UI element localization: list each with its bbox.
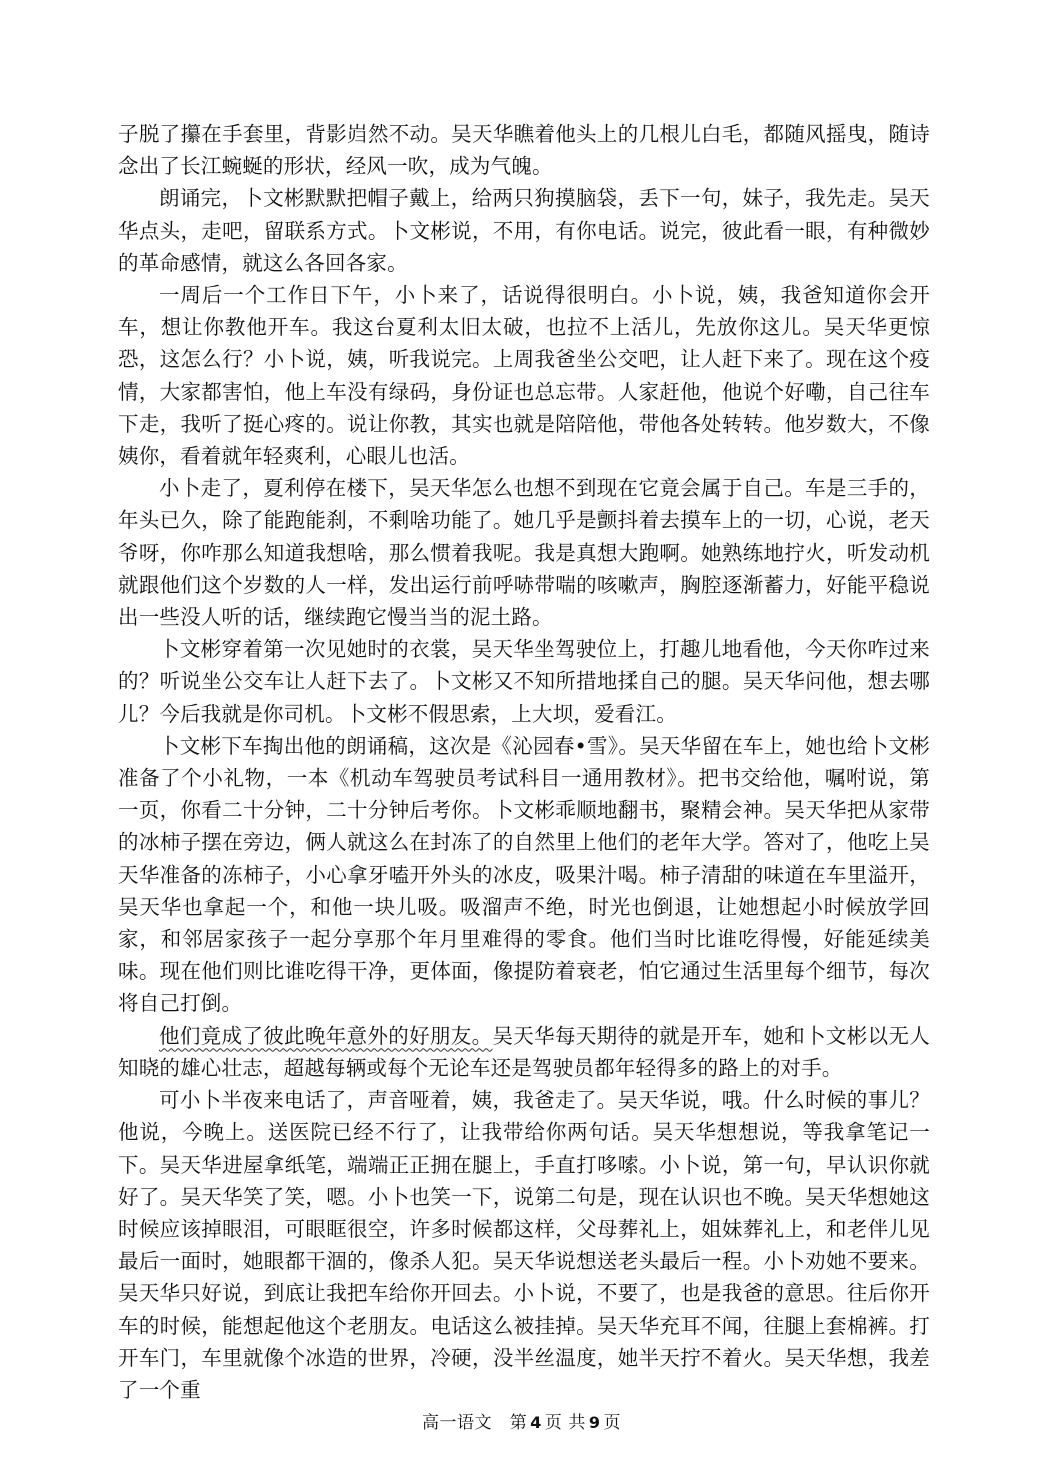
paragraph-6: 卜文彬下车掏出他的朗诵稿，这次是《沁园春•雪》。吴天华留在车上，她也给卜文彬准备了个小礼物，一本《机动车驾驶员考试科目一通用教材》。把书交给他，嘱咐说，第一页，你看二十分钟，二十分钟后考你。卜文彬乖顺地翻书，聚精会神。吴天华把从家带的冰柿子摆在旁边，俩人就这么在封冻了的自然里上他们的老年大学。答对了，他吃上吴天华准备的冻柿子，小心拿牙嗑开外头的冰皮，吸果汁喝。柿子清甜的味道在车里溢开，吴天华也拿起一个，和他一块儿吸。吸溜声不绝，时光也倒退，让她想起小时候放学回家，和邻居家孩子一起分享那个年月里难得的零食。他们当时比谁吃得慢，好能延续美味。现在他们则比谁吃得干净，更体面，像提防着衰老，怕它通过生活里每个细节，每次将自己打倒。 (118, 733, 930, 1016)
footer-total-unit: 页 (603, 1413, 621, 1433)
paragraph-1: 子脱了攥在手套里，背影岿然不动。吴天华瞧着他头上的几根儿白毛，都随风摇曳，随诗念出了长江蜿蜒的形状，经风一吹，成为气魄。 (118, 122, 930, 179)
article-body (118, 118, 930, 1406)
paragraph-7 (118, 1020, 930, 1084)
footer-page-number: 4 (530, 1413, 542, 1432)
footer-total-pages: 9 (588, 1413, 601, 1432)
page-footer (0, 1408, 1043, 1433)
paragraph-8: 可小卜半夜来电话了，声音哑着，姨，我爸走了。吴天华说，哦。什么时候的事儿？他说，今晚上。送医院已经不行了，让我带给你两句话。吴天华想想说，等我拿笔记一下。吴天华进屋拿纸笔，端端正正拥在腿上，手直打哆嗦。小卜说，第一句，早认识你就好了。吴天华笑了笑，嗯。小卜也笑一下，说第二句是，现在认识也不晚。吴天华想她这时候应该掉眼泪，可眼眶很空，许多时候都这样，父母葬礼上，姐妹葬礼上，和老伴儿见最后一面时，她眼都干涸的，像杀人犯。吴天华说想送老头最后一程。小卜劝她不要来。吴天华只好说，到底让我把车给你开回去。小卜说，不要了，也是我爸的意思。往后你开车的时候，能想起他这个老朋友。电话这么被挂掉。吴天华充耳不闻，往腿上套棉裤。打开车门，车里就像个冰造的世界，冷硬，没半丝温度，她半天拧不着火。吴天华想，我差了一个重 (118, 1088, 930, 1402)
paragraph-3: 一周后一个工作日下午，小卜来了，话说得很明白。小卜说，姨，我爸知道你会开车，想让你教他开车。我这台夏利太旧太破，也拉不上活儿，先放你这儿。吴天华更惊恐，这怎么行？小卜说，姨，听我说完。上周我爸坐公交吧，让人赶下来了。现在这个疫情，大家都害怕，他上车没有绿码，身份证也总忘带。人家赶他，他说个好嘞，自己往车下走，我听了挺心疼的。说让你教，其实也就是陪陪他，带他各处转转。他岁数大，不像姨你，看着就年轻爽利，心眼儿也活。 (118, 283, 930, 469)
footer-subject: 高一语文 (422, 1413, 493, 1433)
paragraph-5: 卜文彬穿着第一次见她时的衣裳，吴天华坐驾驶位上，打趣儿地看他，今天你咋过来的？听说坐公交车让人赶下去了。卜文彬又不知所措地揉自己的腿。吴天华问他，想去哪儿？今后我就是你司机。卜文彬不假思索，上大坝，爱看江。 (118, 637, 930, 726)
paragraph-7-rest: 吴天华每天期待的就是开车，她和卜文彬以无人知晓的雄心壮志，超越每辆或每个无论车还是驾驶员都年轻得多的路上的对手。 (118, 1023, 930, 1080)
paragraph-4: 小卜走了，夏利停在楼下，吴天华怎么也想不到现在它竟会属于自己。车是三手的，年头已久，除了能跑能刹，不剩啥功能了。她几乎是颤抖着去摸车上的一切，心说，老天爷呀，你咋那么知道我想啥，那么惯着我呢。我是真想大跑啊。她熟练地拧火，听发动机就跟他们这个岁数的人一样，发出运行前呼哧带喘的咳嗽声，胸腔逐渐蓄力，好能平稳说出一些没人听的话，继续跑它慢当当的泥土路。 (118, 476, 930, 630)
footer-page-unit: 页 (544, 1413, 563, 1433)
underlined-sentence: 他们竟成了彼此晚年意外的好朋友。 (159, 1023, 493, 1048)
footer-page-prefix: 第 (509, 1413, 528, 1433)
paragraph-2: 朗诵完，卜文彬默默把帽子戴上，给两只狗摸脑袋，丢下一句，妹子，我先走。吴天华点头，走吧，留联系方式。卜文彬说，不用，有你电话。说完，彼此看一眼，有种微妙的革命感情，就这么各回各家。 (118, 186, 930, 275)
footer-total-prefix: 共 (568, 1413, 586, 1433)
